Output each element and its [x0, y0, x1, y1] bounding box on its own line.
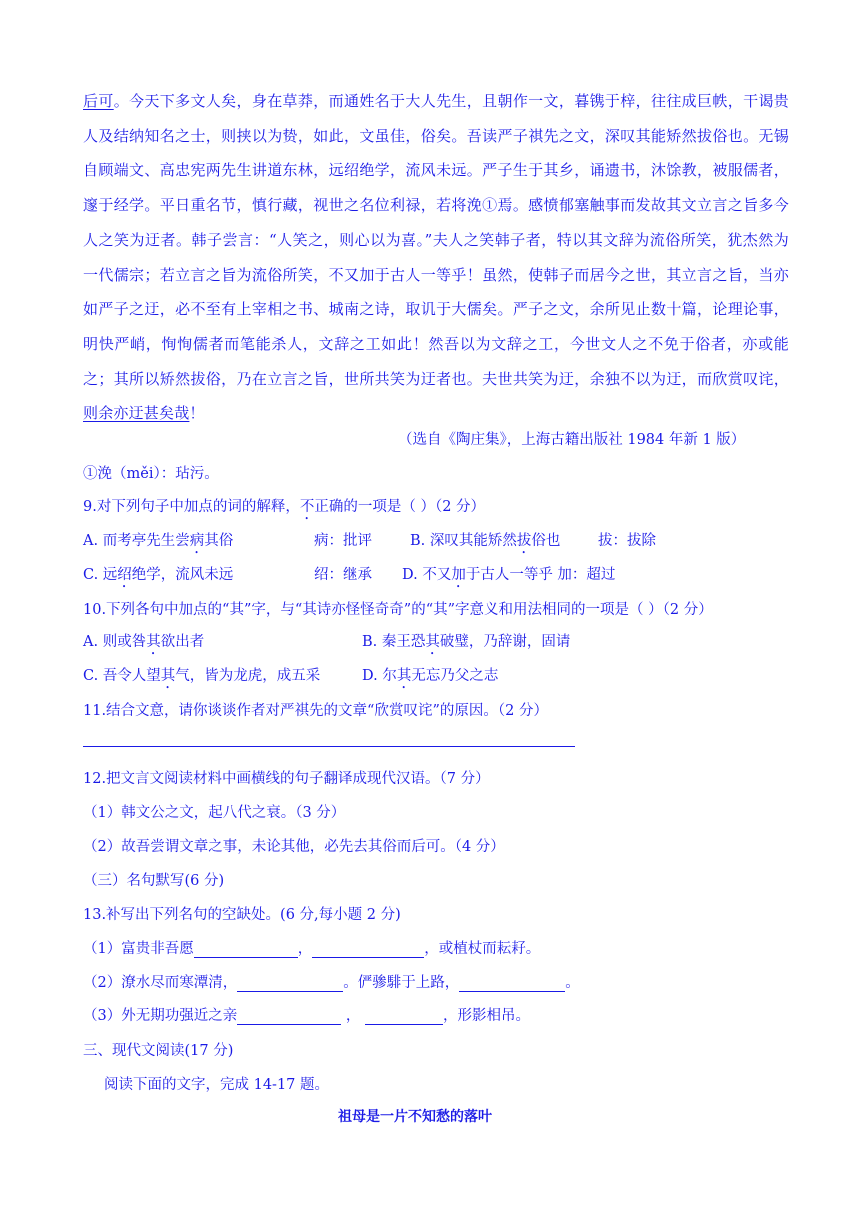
option-text: 无忘乃父之志	[411, 668, 499, 684]
item-text: （3）外无期功强近之亲	[83, 1008, 238, 1024]
dotted-word: 拔	[516, 533, 532, 549]
q9-stem-part: 9.对下列句子中加点的词的解释，	[83, 499, 300, 515]
option-text: 俗也	[531, 533, 561, 549]
classical-passage	[83, 84, 789, 431]
option-text: 绝学，流风未远	[131, 567, 234, 583]
part-3-heading: 三、现代文阅读(17 分)	[83, 1043, 234, 1059]
option-text: A. 则或咎	[83, 634, 147, 650]
item-text: （1）富贵非吾愿	[83, 941, 194, 957]
question-13-stem: 13.补写出下列名句的空缺处。(6 分,每小题 2 分)	[83, 907, 401, 923]
option-text: 于古人一等乎	[465, 567, 553, 583]
dotted-word: 其	[425, 634, 440, 650]
q10-option-d	[362, 664, 498, 692]
question-12-stem: 12.把文言文阅读材料中画横线的句子翻译成现代汉语。（7 分）	[83, 771, 490, 787]
underlined-sentence-start: 后可	[83, 92, 114, 110]
option-text: D. 不又	[402, 567, 452, 583]
option-text: 破璧，乃辞谢，固请	[439, 634, 571, 650]
q9-option-d	[402, 563, 615, 591]
dotted-word: 绍	[117, 567, 132, 583]
q13-item-1	[83, 937, 540, 958]
dotted-word: 其	[396, 668, 412, 684]
dotted-word: 加	[451, 567, 466, 583]
q9-stem-part: 正确的一项是（ ）（2 分）	[314, 499, 486, 515]
section-3-heading: （三）名句默写(6 分)	[83, 873, 225, 889]
blank-input[interactable]	[237, 975, 343, 992]
q9-emphasis: 不	[299, 499, 315, 515]
question-10-stem: 10.下列各句中加点的“其”字，与“其诗亦怪怪奇奇”的“其”字意义和用法相同的一项是（ ）（2 分）	[83, 602, 713, 618]
underlined-sentence-end: 则余亦迂甚矣哉	[83, 404, 190, 423]
item-text: （2）潦水尽而寒潭清，	[83, 975, 238, 991]
option-text: 其俗	[204, 533, 234, 549]
q9-option-b	[410, 529, 560, 557]
dotted-word: 其	[146, 634, 161, 650]
blank-input[interactable]	[365, 1008, 443, 1025]
option-text: C. 吾令人望	[83, 668, 161, 684]
item-text: ，	[297, 941, 313, 957]
q11-answer-line[interactable]	[83, 746, 575, 747]
option-text: D. 尔	[362, 668, 397, 684]
question-11-stem: 11.结合文意，请你谈谈作者对严祺先的文章“欣赏叹诧”的原因。（2 分）	[83, 703, 548, 719]
dotted-word: 其	[160, 668, 176, 684]
item-text: ，或植杖而耘耔。	[424, 941, 541, 957]
blank-input[interactable]	[459, 975, 565, 992]
option-text: 气，皆为龙虎，成五采	[175, 668, 321, 684]
item-text: ，形影相吊。	[442, 1008, 530, 1024]
q9-option-c-definition: 绍：继承	[314, 567, 372, 583]
item-text: ，	[341, 1008, 365, 1024]
q9-option-a	[83, 529, 233, 557]
dotted-word: 病	[189, 533, 205, 549]
q12-sentence-1: （1）韩文公之文，起八代之衰。（3 分）	[83, 805, 346, 821]
option-text: A. 而考亭先生尝	[83, 533, 190, 549]
blank-input[interactable]	[194, 941, 298, 958]
item-text: 。	[565, 975, 580, 991]
option-definition: 加：超过	[552, 567, 616, 583]
q10-option-c	[83, 664, 320, 692]
option-text: 欲出者	[160, 634, 205, 650]
q9-option-c	[83, 563, 233, 591]
q9-option-a-definition: 病：批评	[314, 533, 372, 549]
option-text: B. 深叹其能矫然	[410, 533, 517, 549]
q10-option-b	[362, 630, 570, 658]
essay-title: 祖母是一片不知愁的落叶	[338, 1109, 492, 1125]
reading-instruction: 阅读下面的文字，完成 14-17 题。	[104, 1077, 330, 1093]
q10-option-a	[83, 630, 204, 658]
footnote: ①浼（měi）：玷污。	[83, 466, 219, 482]
passage-end-mark: ！	[189, 404, 205, 423]
blank-input[interactable]	[237, 1008, 341, 1025]
q13-item-2	[83, 971, 580, 992]
passage-body: 。今天下多文人矣，身在草莽，而通姓名于大人先生，且朝作一文，暮镌于梓，往往成巨帙，干谒贵人及结纳知名之士，则挟以为贽，如此，文虽佳，俗矣。吾读严子祺先之文，深叹其能矫然拔俗也。无锡自顾端文、高忠宪两先生讲道东林，远绍绝学，流风未远。严子生于其乡，诵遗书，沐馀教，被服儒者，邃于经学。平日重名节，慎行藏，视世之名位利禄，若将浼①焉。感愤郁塞触事而发故其文立言之旨多今人之笑为迂者。韩子尝言：“人笑之，则心以为喜。”夫人之笑韩子者，特以其文辞为流俗所笑，犹杰然为一代儒宗；若立言之旨为流俗所笑，不又加于古人一等乎！虽然，使韩子而居今之世，其立言之旨，当亦如严子之迂，必不至有上宰相之书、城南之诗，取讥于大儒矣。严子之文，余所见止数十篇，论理论事，明快严峭，恂恂儒者而笔能杀人，文辞之工如此！然吾以为文辞之工，今世文人之不免于俗者，亦或能之；其所以矫然拔俗，乃在立言之旨，世所共笑为迂者也。夫世共笑为迂，余独不以为迂，而欣赏叹诧，	[83, 92, 789, 388]
q13-item-3	[83, 1004, 530, 1025]
question-9-stem	[83, 495, 485, 523]
option-text: B. 秦王恐	[362, 634, 426, 650]
blank-input[interactable]	[312, 941, 424, 958]
q12-sentence-2: （2）故吾尝谓文章之事，未论其他，必先去其俗而后可。（4 分）	[83, 839, 505, 855]
source-citation: （选自《陶庄集》，上海古籍出版社 1984 年新 1 版）	[398, 432, 746, 448]
q9-option-b-definition: 拔：拔除	[598, 533, 656, 549]
item-text: 。俨骖騑于上路，	[343, 975, 460, 991]
option-text: C. 远	[83, 567, 118, 583]
